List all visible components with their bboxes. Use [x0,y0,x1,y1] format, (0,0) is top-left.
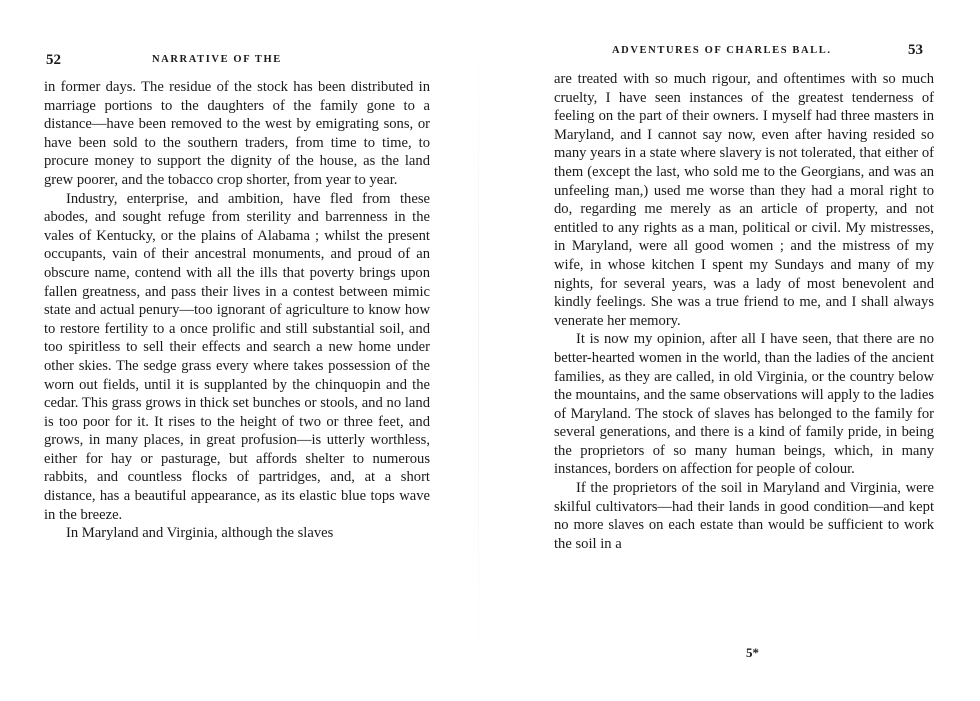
left-running-head: NARRATIVE OF THE [152,54,282,65]
right-paragraph-1: are treated with so much rigour, and oftentimes with so much cruelty, I have seen instances of the greatest tenderness of feeling on the part of their owners. I myself had three masters in Maryland, and I cannot say now, even after having resided so many years in a state where slavery is not tolerated, that either of them (except the last, who sold me to the Georgians, and was an unfeeling man,) used me worse than they had a moral right to do, regarding me merely as an article of property, and not entitled to any rights as a man, political or civil. My mistresses, in Maryland, were all good women ; and the mistress of my wife, in whose kitchen I spent my Sundays and many of my nights, for several years, was a lady of most benevolent and kindly feelings. She was a true friend to me, and I shall always venerate her memory. [554,71,934,329]
left-paragraph-2: Industry, enterprise, and ambition, have fled from these abodes, and sought refuge from sterility and barrenness in the vales of Kentucky, or the plains of Alabama ; whilst the present occupants, vain of their ancestral monuments, and proud of an obscure name, contend with all the ills that poverty brings upon fallen greatness, and pass their lives in a contest between mimic state and actual penury—too ignorant of agriculture to know how to restore fertility to a once prolific and still substantial soil, and too spiritless to sell their effects and search a new home under other skies. The sedge grass every where takes possession of the worn out fields, until it is supplanted by the chinquopin and the cedar. This grass grows in thick set bunches or stools, and no land is too poor for it. It rises to the height of two or three feet, and grows, in many places, in great profusion—is utterly worthless, either for hay or pasturage, but affords shelter to numerous rabbits, and countless flocks of partridges, and, at a short distance, has a beautiful appearance, as its elastic blue tops wave in the breeze. [44,190,430,523]
left-paragraph-1: in former days. The residue of the stock has been distributed in marriage portions to the daughters of the family gone to a distance—have been removed to the west by emigrating sons, or have been sold to the southern traders, from time to time, to procure money to support the dignity of the house, as the land grew poorer, and the tobacco crop shorter, from year to year. [44,79,430,188]
right-paragraph-2: It is now my opinion, after all I have seen, that there are no better-hearted women in the world, than the ladies of the ancient families, as they are called, in old Virginia, or the country below the mountains, and the same observations will apply to the ladies of Maryland. The stock of slaves has belonged to the family for several generations, and there is a kind of family pride, in being the proprietors of so many human beings, which, in many instances, borders on affection for people of colour. [554,331,934,478]
left-page [0,0,470,701]
book-spine [478,0,479,701]
left-body-text [44,78,430,543]
left-paragraph-3: In Maryland and Virginia, although the slaves [66,525,334,542]
right-page [490,0,980,701]
right-running-head: ADVENTURES OF CHARLES BALL. [612,45,832,56]
right-paragraph-3: If the proprietors of the soil in Maryland and Virginia, were skilful cultivators—had their lands in good condition—and kept no more slaves on each estate than would be sufficient to work the soil in a [554,480,934,552]
right-page-number: 53 [908,42,923,58]
left-page-number: 52 [46,52,61,68]
right-body-text [554,70,934,553]
signature-mark: 5* [746,645,759,660]
